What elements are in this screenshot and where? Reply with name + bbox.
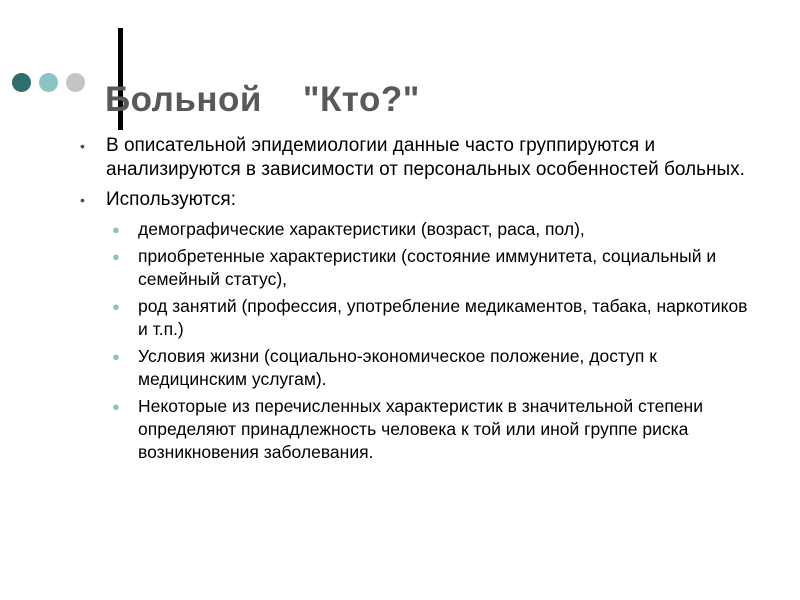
sub-bullet-dot-icon: ● (112, 249, 120, 264)
dot-icon-gray (66, 73, 85, 92)
decorative-dots (12, 73, 85, 92)
dot-icon-dark-teal (12, 73, 31, 92)
bullet-dot-icon: • (80, 192, 85, 208)
sub-bullet-text: приобретенные характеристики (состояние иммунитета, социальный и семейный статус), (138, 246, 717, 289)
sub-bullet-text: Некоторые из перечисленных характеристик в значительной степени определяют принадлежность человека к той или иной группе риска возникновения заболевания. (138, 396, 703, 462)
bullet-item (78, 134, 758, 182)
bullet-text: В описательной эпидемиологии данные часто группируются и анализируются в зависимости от персональных особенностей больных. (106, 135, 745, 180)
sub-bullet-dot-icon: ● (112, 299, 120, 314)
sub-bullet-text: Условия жизни (социально-экономическое положение, доступ к медицинским услугам). (138, 346, 657, 389)
dot-icon-light-teal (39, 73, 58, 92)
sub-bullet-dot-icon: ● (112, 349, 120, 364)
bullet-text: Используются: (106, 189, 236, 210)
sub-bullet-item (78, 218, 758, 241)
sub-bullet-item (78, 295, 758, 341)
slide-body (78, 134, 758, 468)
sub-bullet-item (78, 395, 758, 464)
bullet-item (78, 188, 758, 212)
sub-bullet-dot-icon: ● (112, 222, 120, 237)
bullet-dot-icon: • (80, 138, 85, 154)
sub-bullet-item (78, 345, 758, 391)
sub-bullet-text: род занятий (профессия, употребление медикаментов, табака, наркотиков и т.п.) (138, 296, 748, 339)
sub-bullet-text: демографические характеристики (возраст, раса, пол), (138, 219, 585, 239)
sub-bullet-item (78, 245, 758, 291)
sub-bullet-dot-icon: ● (112, 399, 120, 414)
slide-title: Больной "Кто?" (105, 80, 420, 119)
